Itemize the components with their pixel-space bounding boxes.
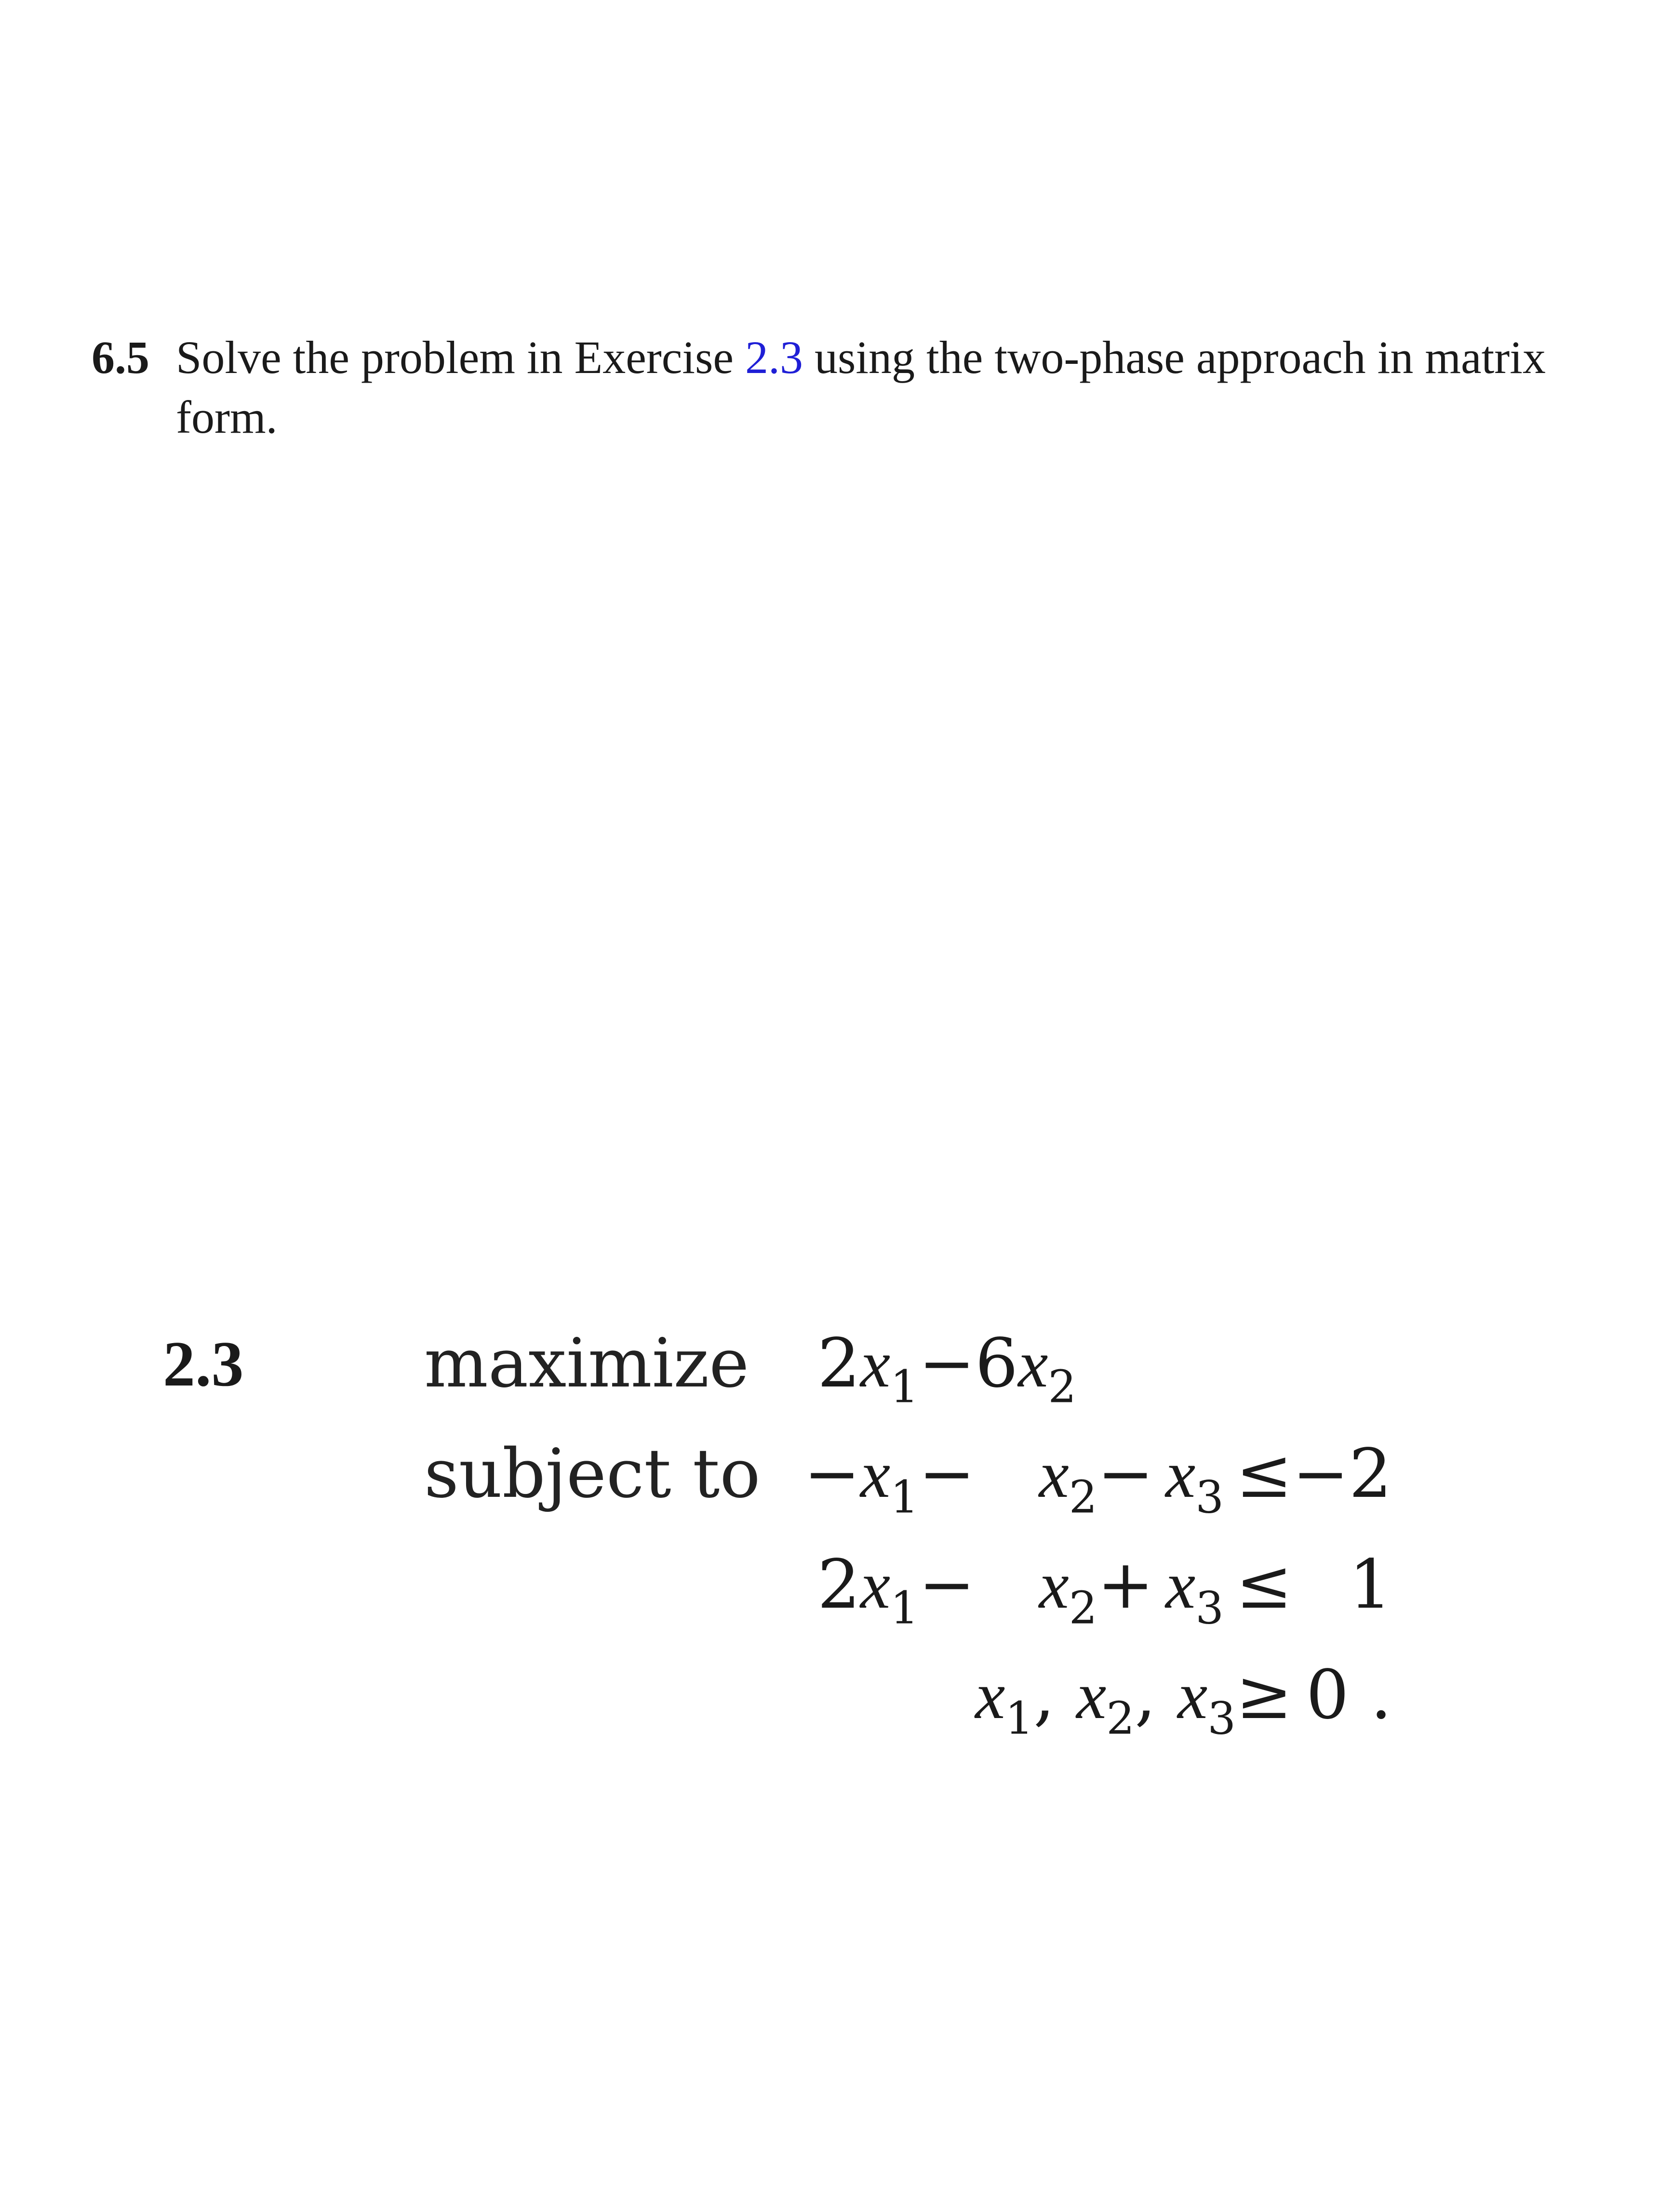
nonnegativity-rhs: 0 .: [1306, 1655, 1392, 1734]
constraint-1-operator-2: −: [1097, 1435, 1154, 1514]
constraint-1-term-1: $-x_1$: [803, 1435, 919, 1523]
constraint-1-relation: ≤: [1236, 1435, 1293, 1514]
exercise-number: 6.5: [92, 332, 149, 383]
constraint-row-1: [424, 1433, 1392, 1544]
nonnegativity-variables: $x_1$, $x_2$, $x_3$: [975, 1655, 1236, 1745]
constraint-2-relation: ≤: [1236, 1545, 1293, 1624]
constraint-1-rhs: −2: [1292, 1435, 1392, 1514]
statement-text: Solve the problem in Exercise: [176, 332, 746, 383]
constraint-2-term-2: $x_2$: [1039, 1547, 1097, 1634]
objective-keyword: maximize: [424, 1324, 749, 1403]
constraint-2-rhs: 1: [1349, 1545, 1392, 1624]
objective-row: [424, 1323, 1392, 1433]
objective-term-1: $2x_1$: [817, 1324, 919, 1413]
exercise-2-3-number: 2.3: [163, 1328, 244, 1399]
constraint-2-term-1: $2x_1$: [817, 1545, 919, 1634]
constraint-1-term-2: $x_2$: [1039, 1437, 1097, 1523]
constraint-1-operator-1: −: [918, 1435, 976, 1514]
objective-term-2: $6x_2$: [975, 1324, 1077, 1413]
constraint-keyword: subject to: [424, 1435, 761, 1514]
nonnegativity-relation: ≥: [1236, 1655, 1293, 1734]
constraint-1-term-3: $x_3$: [1165, 1437, 1224, 1523]
objective-operator: −: [918, 1324, 976, 1403]
statement-text: using the two-phase approach in matrix form.: [176, 332, 1546, 443]
exercise-6-5: [92, 328, 1595, 447]
constraint-row-2: [424, 1544, 1392, 1654]
constraint-2-term-3: $x_3$: [1165, 1547, 1224, 1634]
exercise-statement: [176, 328, 1595, 447]
constraint-2-operator-1: −: [918, 1545, 976, 1624]
lp-table: [424, 1323, 1392, 1765]
exercise-reference-link[interactable]: 2.3: [745, 332, 803, 383]
nonnegativity-row: [424, 1654, 1392, 1765]
constraint-2-operator-2: +: [1097, 1545, 1154, 1624]
linear-program: [424, 1323, 1392, 1765]
